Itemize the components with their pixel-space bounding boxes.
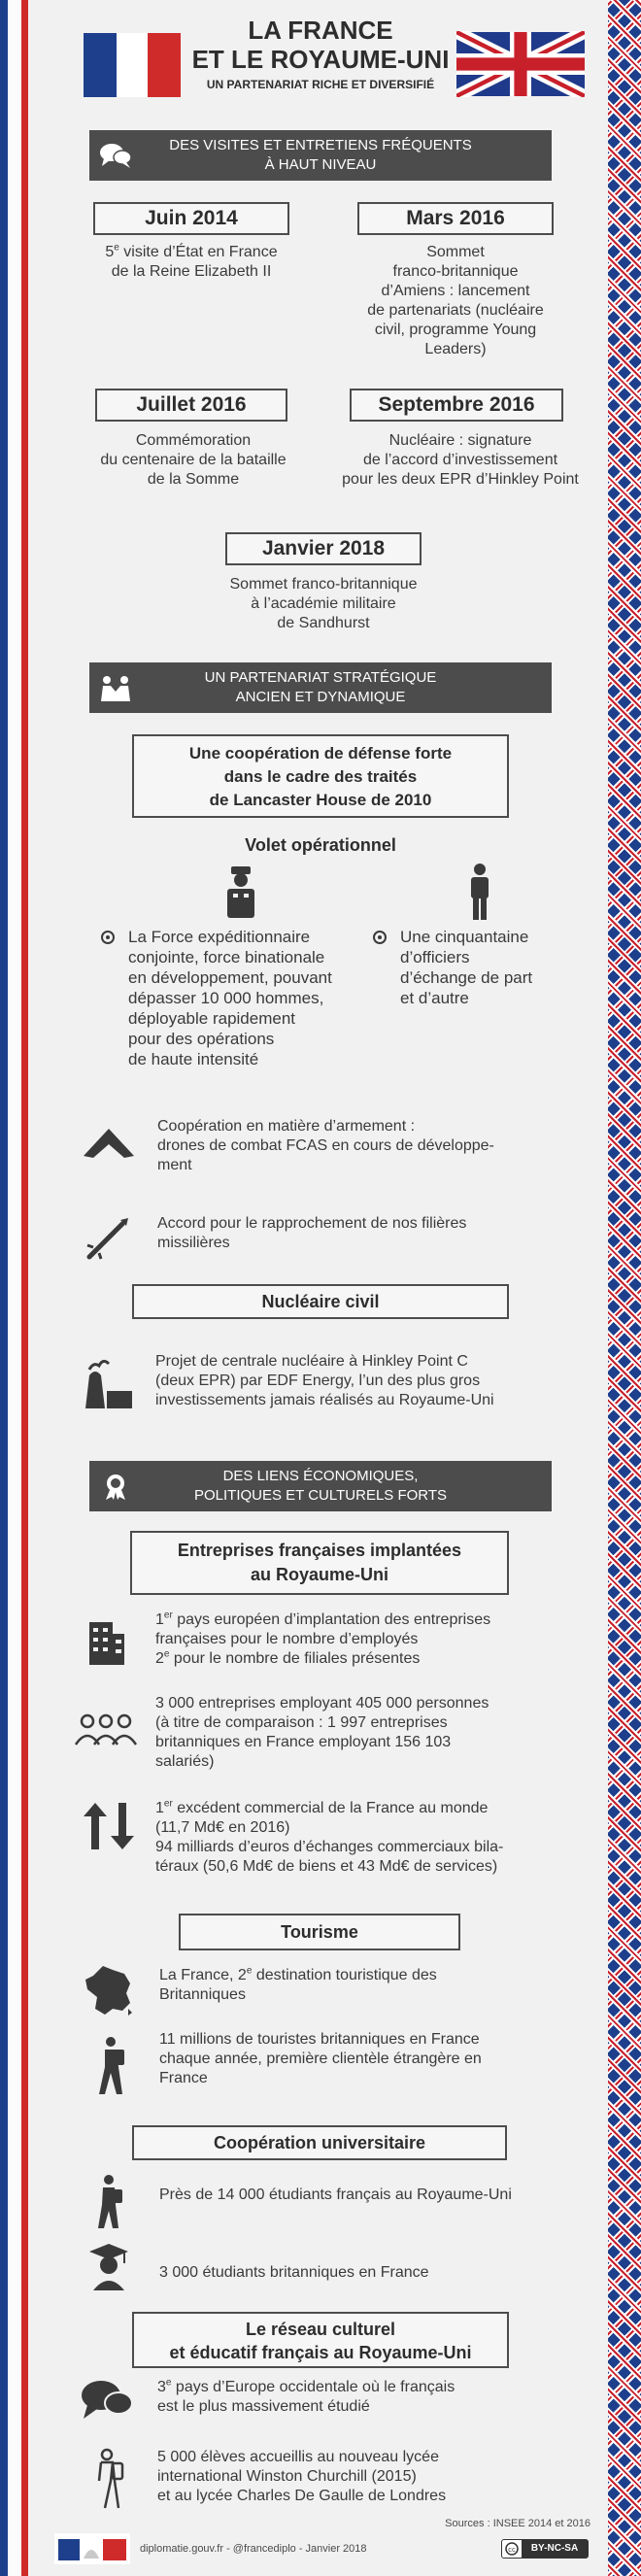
volet-operationnel-title: Volet opérationnel bbox=[245, 835, 396, 855]
ministry-logo bbox=[54, 2533, 130, 2564]
handshake-people-icon bbox=[99, 674, 132, 701]
box-cooperation-universitaire: Coopération universitaire bbox=[132, 2125, 507, 2160]
box-entreprises: Entreprises françaises implantées au Royaume-Uni bbox=[130, 1531, 509, 1595]
culturel-text-2: 5 000 élèves accueillis au nouveau lycée international Winston Churchill (2015) et au lycée Charles De Gaulle de Londres bbox=[157, 2449, 447, 2504]
culturel-text-1: 3e pays d’Europe occidentale où le français est le plus massivement étudié bbox=[157, 2377, 455, 2415]
pupil-walking-icon bbox=[91, 2448, 126, 2510]
license-badge: cc BY-NC-SA bbox=[501, 2539, 589, 2559]
graduate-icon bbox=[87, 2242, 130, 2290]
student-walking-icon bbox=[91, 2174, 126, 2230]
date-box-janvier-2018: Janvier 2018 bbox=[225, 532, 422, 565]
entreprises-text-1: 1er pays européen d’implantation des entreprises françaises pour le nombre d’employés 2e pour le nombre de filiales présentes bbox=[155, 1610, 491, 1667]
event-text-mars-2016: Sommet franco-britannique d’Amiens : lancement de partenariats (nucléaire civil, programme Young Leaders) bbox=[367, 244, 544, 357]
volet-right-text: Une cinquantaine d’officiers d’échange de part et d’autre bbox=[400, 928, 533, 1007]
speech-bubbles-icon bbox=[99, 142, 132, 169]
people-group-icon bbox=[74, 1712, 138, 1746]
soldier-icon bbox=[223, 864, 258, 919]
event-text-janvier-2018: Sommet franco-britannique à l’académie militaire de Sandhurst bbox=[229, 576, 418, 631]
entreprises-text-2: 3 000 entreprises employant 405 000 personnes (à titre de comparaison : 1 997 entreprises britanniques en France employant 156 103 salariés) bbox=[155, 1695, 489, 1770]
date-box-juillet-2016: Juillet 2016 bbox=[95, 389, 287, 422]
missile-icon bbox=[84, 1214, 132, 1263]
french-flag-stripe bbox=[0, 0, 35, 2576]
hiker-icon bbox=[93, 2036, 128, 2096]
box-cooperation-defense: Une coopération de défense forte dans le cadre des traités de Lancaster House de 2010 bbox=[132, 734, 509, 818]
drone-icon bbox=[82, 1127, 136, 1160]
missiles-text: Accord pour le rapprochement de nos filières missilières bbox=[157, 1215, 467, 1251]
event-text-juillet-2016: Commémoration du centenaire de la bataille de la Somme bbox=[100, 432, 287, 488]
section-banner-visites: DES VISITES ET ENTRETIENS FRÉQUENTS À HAUT NIVEAU bbox=[89, 130, 552, 181]
uk-flag-stripe bbox=[608, 0, 641, 2576]
date-box-septembre-2016: Septembre 2016 bbox=[350, 389, 563, 422]
svg-text:cc: cc bbox=[508, 2546, 516, 2554]
date-box-juin-2014: Juin 2014 bbox=[93, 202, 289, 235]
bullet-icon bbox=[101, 931, 115, 944]
nuclear-plant-icon bbox=[80, 1356, 134, 1410]
page-title: LA FRANCE ET LE ROYAUME-UNI bbox=[191, 16, 450, 74]
entreprises-text-3: 1er excédent commercial de la France au monde (11,7 Md€ en 2016) 94 milliards d’euros d’échanges commerciaux bila- téraux (50,6 Md€ de biens et 43 Md€ de services) bbox=[155, 1798, 504, 1875]
building-icon bbox=[87, 1616, 126, 1665]
tourisme-text-1: La France, 2e destination touristique des Britanniques bbox=[159, 1965, 437, 2003]
award-ribbon-icon bbox=[99, 1473, 132, 1500]
universitaire-text-1: Près de 14 000 étudiants français au Royaume-Uni bbox=[159, 2186, 512, 2203]
box-tourisme: Tourisme bbox=[179, 1914, 460, 1950]
box-nucleaire-civil: Nucléaire civil bbox=[132, 1284, 509, 1319]
footer-credit: diplomatie.gouv.fr - @francediplo - Janvier 2018 bbox=[140, 2543, 367, 2555]
box-reseau-culturel: Le réseau culturel et éducatif français au Royaume-Uni bbox=[132, 2312, 509, 2368]
cc-icon bbox=[505, 2542, 519, 2556]
officer-icon bbox=[468, 863, 491, 921]
event-text-juin-2014: 5e visite d’État en France de la Reine Elizabeth II bbox=[105, 242, 278, 280]
exchange-arrows-icon bbox=[82, 1799, 136, 1853]
france-map-icon bbox=[84, 1964, 134, 2017]
armement-text: Coopération en matière d’armement : drones de combat FCAS en cours de développe- ment bbox=[157, 1118, 494, 1173]
universitaire-text-2: 3 000 étudiants britanniques en France bbox=[159, 2264, 429, 2281]
sources-text: Sources : INSEE 2014 et 2016 bbox=[445, 2518, 590, 2529]
date-box-mars-2016: Mars 2016 bbox=[357, 202, 554, 235]
tourisme-text-2: 11 millions de touristes britanniques en France chaque année, première clientèle étrangère en France bbox=[159, 2031, 482, 2086]
section-banner-partenariat: UN PARTENARIAT STRATÉGIQUE ANCIEN ET DYNAMIQUE bbox=[89, 662, 552, 713]
chat-bubbles-icon bbox=[80, 2378, 134, 2421]
bullet-icon bbox=[373, 931, 387, 944]
page-subtitle: UN PARTENARIAT RICHE ET DIVERSIFIÉ bbox=[206, 78, 435, 91]
nucleaire-text: Projet de centrale nucléaire à Hinkley Point C (deux EPR) par EDF Energy, l’un des plus gros investissements jamais réalisés au Royaume-Uni bbox=[155, 1353, 494, 1408]
section-banner-liens: DES LIENS ÉCONOMIQUES, POLITIQUES ET CULTURELS FORTS bbox=[89, 1461, 552, 1511]
volet-left-text: La Force expéditionnaire conjointe, force binationale en développement, pouvant dépasser 10 000 hommes, déployable rapidement pour des opérations de haute intensité bbox=[128, 928, 332, 1068]
event-text-septembre-2016: Nucléaire : signature de l’accord d’investissement pour les deux EPR d’Hinkley Point bbox=[342, 432, 579, 488]
